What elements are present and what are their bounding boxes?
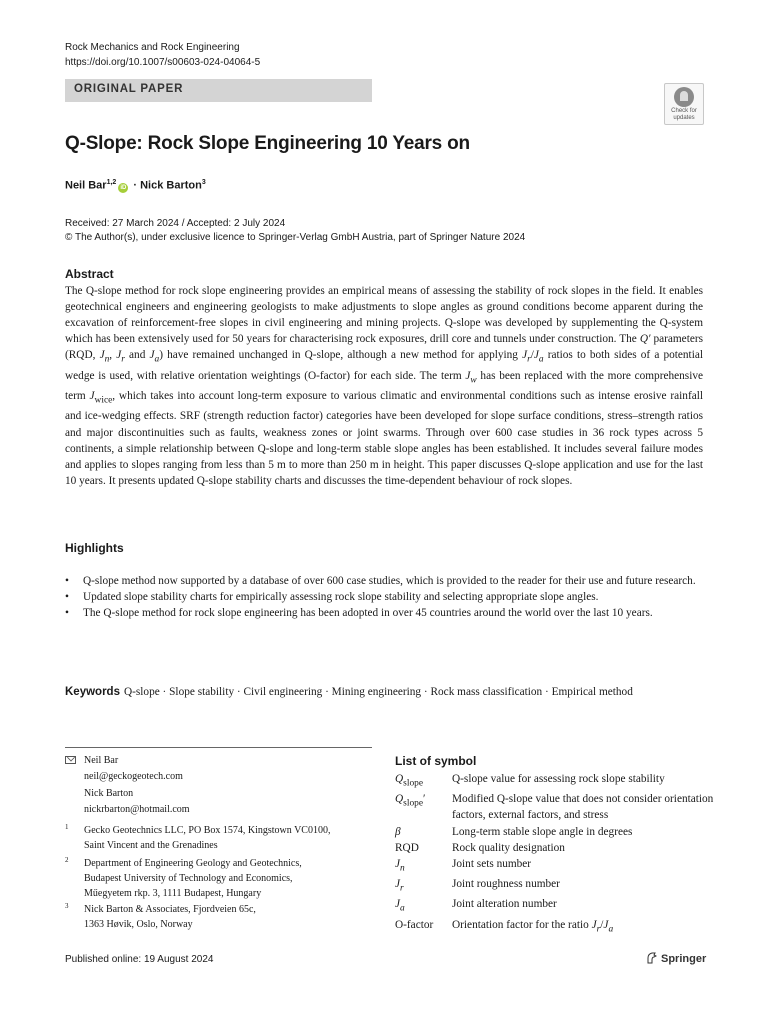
highlight-item: • Updated slope stability charts for empirically assessing rock slope stability and selecting appropriate slope angles. (65, 589, 703, 605)
abstract-text-segment: The Q-slope method for rock slope engineering provides an empirical means of assessing the stability of rock slopes in the field. It enables geotechnical engineers and engineering geologists to make adjustments to slope angles as ground conditions become apparent during the excavation of reinforcement-free slopes in civil engineering and mining projects. Q-slope was developed by supplementing the Q-system which has been extensively used for 50 years for characterising rock exposures, drill core and tunnels under construction. The (65, 285, 703, 346)
bookmark-icon (674, 87, 694, 107)
symbol-subscript: r (400, 883, 404, 894)
symbol-row (395, 824, 715, 840)
symbol-cell (395, 791, 452, 823)
affiliation (65, 902, 385, 932)
symbol: J (395, 898, 401, 911)
symbols-heading: List of symbol (395, 754, 477, 768)
symbol-subscript: a (400, 903, 405, 914)
doi-link[interactable]: https://doi.org/10.1007/s00603-024-04064-5 (65, 57, 261, 68)
author-name[interactable]: Nick Barton (140, 179, 202, 192)
jr-symbol: J (522, 349, 528, 362)
symbol: J (395, 878, 401, 891)
abstract-text-segment: , which takes into account long-term exposure to various climatic and environmental conditions such as intense erosive rainfall and ice-wedging effects. SRF (strength reduction factor) categories have been developed for slope surface conditions, stress–strength ratios and major discontinuities such as faults, weakness zones or joint swarms. Through over 600 case studies in 36 rock types across 5 continents, a simple relationship between Q-slope and long-term stable slope angles has been established. It includes several failure modes and applies to slopes ranging from less than 5 m to more than 250 m in height. This paper discusses Q-slope application and use for the last 10 years. It presents updated Q-slope stability charts and discusses the time-dependent behaviour of rock slopes. (65, 390, 703, 487)
symbol: O-factor (395, 918, 434, 931)
symbol-subscript: r (527, 354, 531, 365)
symbol-definition: Rock quality designation (452, 841, 565, 854)
envelope-icon (65, 756, 76, 764)
jw-symbol: J (465, 369, 471, 382)
abstract-text-segment: , (109, 349, 117, 362)
abstract-text (65, 283, 703, 489)
symbol-cell (395, 856, 452, 876)
symbol: Q (395, 793, 404, 806)
symbol-cell (395, 824, 452, 840)
affiliation-line: Műegyetem rkp. 3, 1111 Budapest, Hungary (84, 888, 262, 899)
symbol-subscript: slope (403, 798, 424, 809)
journal-name: Rock Mechanics and Rock Engineering (65, 42, 240, 53)
symbol-subscript: n (400, 862, 405, 873)
author-separator: · (130, 179, 141, 192)
article-type-banner (65, 79, 372, 102)
affiliation-line: Budapest University of Technology and Economics, (84, 873, 293, 884)
affiliation-number: 2 (65, 856, 69, 864)
correspondence-email[interactable]: neil@geckogeotech.com (84, 770, 183, 782)
jwice-symbol: J (89, 390, 95, 403)
symbol-subscript: a (154, 354, 160, 365)
symbol-row (395, 771, 715, 791)
symbol-subscript: wice (94, 395, 113, 406)
highlight-item: • Q-slope method now supported by a database of over 600 case studies, which is provided to the reader for their use and future research. (65, 573, 703, 589)
correspondence (65, 753, 190, 817)
copyright-notice: © The Author(s), under exclusive licence to Springer-Verlag GmbH Austria, part of Springer Nature 2024 (65, 232, 526, 243)
symbol: RQD (395, 841, 419, 854)
symbol-subscript: r (596, 924, 601, 934)
jr-symbol: J (116, 349, 122, 362)
q-prime-symbol: Q′ (639, 333, 651, 346)
symbol-definition (452, 917, 715, 937)
springer-horse-icon (646, 952, 657, 964)
symbol-row (395, 791, 715, 823)
symbol-subscript: r (121, 354, 125, 365)
symbol-cell (395, 840, 452, 856)
affiliation (65, 856, 385, 901)
affiliation-line: Gecko Geotechnics LLC, PO Box 1574, Kingstown VC0100, (84, 825, 331, 836)
publisher-logo[interactable] (646, 952, 706, 965)
article-type-label: ORIGINAL PAPER (74, 83, 184, 95)
keywords (65, 686, 633, 698)
abstract-heading: Abstract (65, 267, 114, 281)
ja-symbol: J (603, 918, 609, 931)
affiliation (65, 823, 385, 853)
received-accepted-dates: Received: 27 March 2024 / Accepted: 2 July 2024 (65, 218, 286, 229)
author-affiliation-sup: 3 (201, 179, 206, 186)
publisher-name: Springer (661, 953, 707, 965)
symbol: β (395, 825, 401, 838)
affiliation-line: Saint Vincent and the Grenadines (84, 840, 218, 851)
symbol-definition: Long-term stable slope angle in degrees (452, 825, 633, 838)
symbol-subscript: w (470, 374, 477, 385)
symbol-definition-text: Orientation factor for the ratio (452, 918, 592, 931)
highlights-list (65, 573, 703, 621)
abstract-text-segment: has been replaced with the more comprehensive term (65, 369, 703, 403)
highlights-heading: Highlights (65, 541, 124, 555)
journal-header (65, 40, 260, 70)
abstract-text-segment: ) have remained unchanged in Q-slope, although a new method for applying (159, 349, 523, 362)
keywords-label: Keywords (65, 686, 120, 698)
symbol-definition: Modified Q-slope value that does not consider orientation factors, external factors, and stress (452, 793, 714, 822)
symbol-prime: ′ (423, 793, 426, 806)
author-affiliation-sup: 1,2 (106, 179, 117, 186)
symbol-row (395, 876, 715, 896)
abstract-text-segment: parameters (RQD, (65, 333, 704, 362)
ratio-slash: / (600, 918, 604, 931)
symbol-definition: Q-slope value for assessing rock slope stability (452, 773, 665, 785)
symbol: Q (395, 773, 404, 785)
symbol-subscript: a (608, 924, 614, 934)
correspondence-author-1 (65, 753, 190, 784)
author-list (65, 179, 206, 193)
highlight-item: • The Q-slope method for rock slope engineering has been adopted in over 45 countries around the world over the last 10 years. (65, 605, 703, 621)
ja-symbol: J (533, 349, 539, 362)
symbol-definition: Joint sets number (452, 857, 532, 870)
affiliation-divider (65, 747, 372, 748)
symbol-cell (395, 876, 452, 896)
orcid-icon[interactable]: iD (120, 184, 127, 191)
symbol-definition: Joint roughness number (452, 878, 560, 891)
paper-title: Q-Slope: Rock Slope Engineering 10 Years on (65, 133, 470, 154)
correspondence-author-2 (65, 786, 190, 817)
affiliation-line: Nick Barton & Associates, Fjordveien 65c, (84, 904, 256, 915)
check-for-updates-label: Check for updates (671, 108, 697, 121)
author-name[interactable]: Neil Bar (65, 179, 107, 192)
affiliation-number: 1 (65, 823, 69, 831)
published-date: Published online: 19 August 2024 (65, 954, 214, 965)
symbol-cell (395, 771, 452, 791)
symbol-row (395, 840, 715, 856)
ratio-slash: / (530, 349, 534, 362)
symbol-row (395, 856, 715, 876)
check-for-updates-badge[interactable] (664, 83, 704, 125)
affiliation-line: Department of Engineering Geology and Geotechnics, (84, 858, 302, 869)
correspondence-name: Neil Bar (84, 755, 119, 766)
correspondence-name: Nick Barton (84, 788, 134, 799)
affiliation-number: 3 (65, 902, 69, 910)
article-dates (65, 217, 525, 245)
symbol-row (395, 917, 715, 937)
symbol-cell (395, 917, 452, 937)
symbol-cell (395, 896, 452, 916)
symbol: J (395, 857, 401, 870)
correspondence-email[interactable]: nickrbarton@hotmail.com (84, 803, 190, 815)
keywords-text: Q-slope · Slope stability · Civil engineering · Mining engineering · Rock mass classification · Empirical method (123, 686, 633, 698)
jr-symbol: J (591, 918, 597, 931)
jn-symbol: J (99, 349, 105, 362)
symbol-table (395, 771, 715, 937)
ja-symbol: J (149, 349, 155, 362)
symbol-subscript: slope (403, 778, 424, 789)
symbol-row (395, 896, 715, 916)
affiliation-line: 1363 Høvik, Oslo, Norway (84, 919, 193, 930)
symbol-subscript: a (538, 354, 544, 365)
abstract-text-segment: ratios to both sides of a potential wedge is used, with relative orientation weightings (O-factor) for each side. The term (65, 349, 703, 382)
symbol-definition: Joint alteration number (452, 898, 557, 911)
abstract-text-segment: and (124, 349, 150, 362)
symbol-subscript: n (104, 354, 110, 365)
